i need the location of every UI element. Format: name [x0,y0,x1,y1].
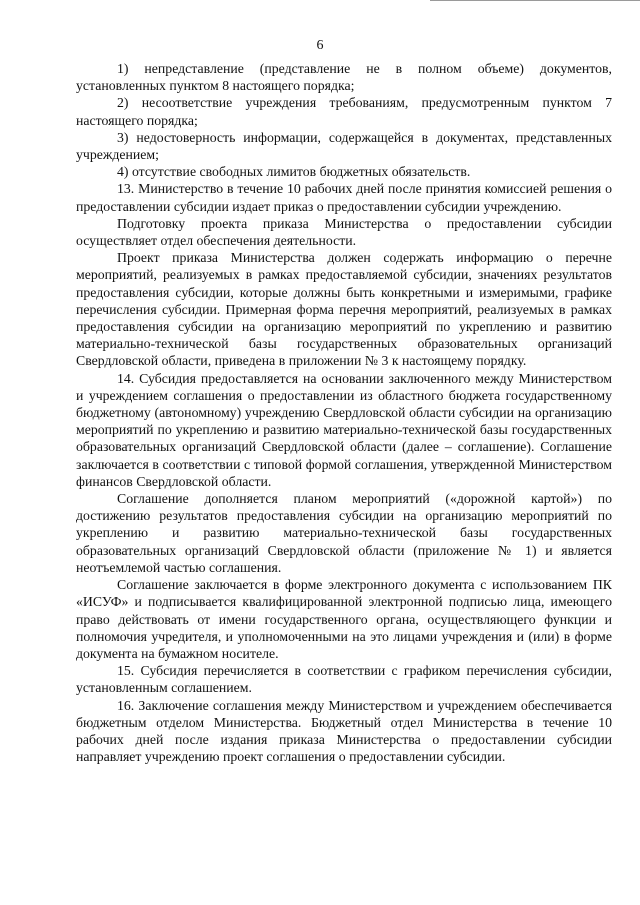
paragraph-reason-4: 4) отсутствие свободных лимитов бюджетных обязательств. [117,164,471,180]
paragraph-order-content: Проект приказа Министерства должен содержать информацию о перечне мероприятий, реализуемых в рамках предоставляемой субсидии, значениях результатов предоставления субсидии, которые должны быть конкретными и измеримыми, графике перечисления субсидии. Примерная форма перечня мероприятий, реализуемых в рамках предоставления субсидии на организацию мероприятий по укреплению и развитию материально-технической базы государственных образовательных организаций Свердловской области, приведена в приложении № 3 к настоящему порядку. [76,250,612,369]
paragraph-order-preparation: Подготовку проекта приказа Министерства о предоставлении субсидии осуществляет отдел обеспечения деятельности. [76,215,612,249]
scan-edge-line [430,0,640,4]
paragraph-roadmap: Соглашение дополняется планом мероприятий («дорожной картой») по достижению результатов предоставления субсидии на организацию мероприятий по укреплению и развитию материально-технической базы государственных образовательных организаций Свердловской области (приложение № 1) и является неотъемлемой частью соглашения. [76,491,612,575]
paragraph-reason-1: 1) непредставление (представление не в полном объеме) документов, установленных пунктом 8 настоящего порядка; [76,61,612,94]
paragraph-14: 14. Субсидия предоставляется на основании заключенного между Министерством и учреждением соглашения о предоставлении из областного бюджета государственному бюджетному (автономному) учреждению Свердловской области субсидии на организацию мероприятий по укреплению и развитию материально-технической базы государственных образовательных организаций Свердловской области (далее – соглашение). Соглашение заключается в соответствии с типовой формой соглашения, утвержденной Министерством финансов Свердловской области. [76,370,612,489]
paragraph-13: 13. Министерство в течение 10 рабочих дней после принятия комиссией решения о предоставлении субсидии издает приказ о предоставлении субсидии учреждению. [76,181,612,214]
paragraph-15: 15. Субсидия перечисляется в соответствии с графиком перечисления субсидии, установленным соглашением. [76,663,612,696]
paragraph-reason-2: 2) несоответствие учреждения требованиям, предусмотренным пунктом 7 настоящего порядка; [76,95,612,128]
paragraph-electronic-signature: Соглашение заключается в форме электронного документа с использованием ПК «ИСУФ» и подписывается квалифицированной электронной подписью лица, имеющего право действовать от имени государственного органа, осуществляющего функции и полномочия учредителя, и уполномоченными на это лицами учреждения и (или) в форме документа на бумажном носителе. [76,577,612,661]
paragraph-16: 16. Заключение соглашения между Министерством и учреждением обеспечивается бюджетным отделом Министерства. Бюджетный отдел Министерства в течение 10 рабочих дней после издания приказа Министерства о предоставлении субсидии направляет учреждению проект соглашения о предоставлении субсидии. [76,697,612,765]
document-body [76,60,612,765]
paragraph-reason-3: 3) недостоверность информации, содержащейся в документах, представленных учреждением; [76,129,612,163]
page-number: 6 [316,38,324,53]
